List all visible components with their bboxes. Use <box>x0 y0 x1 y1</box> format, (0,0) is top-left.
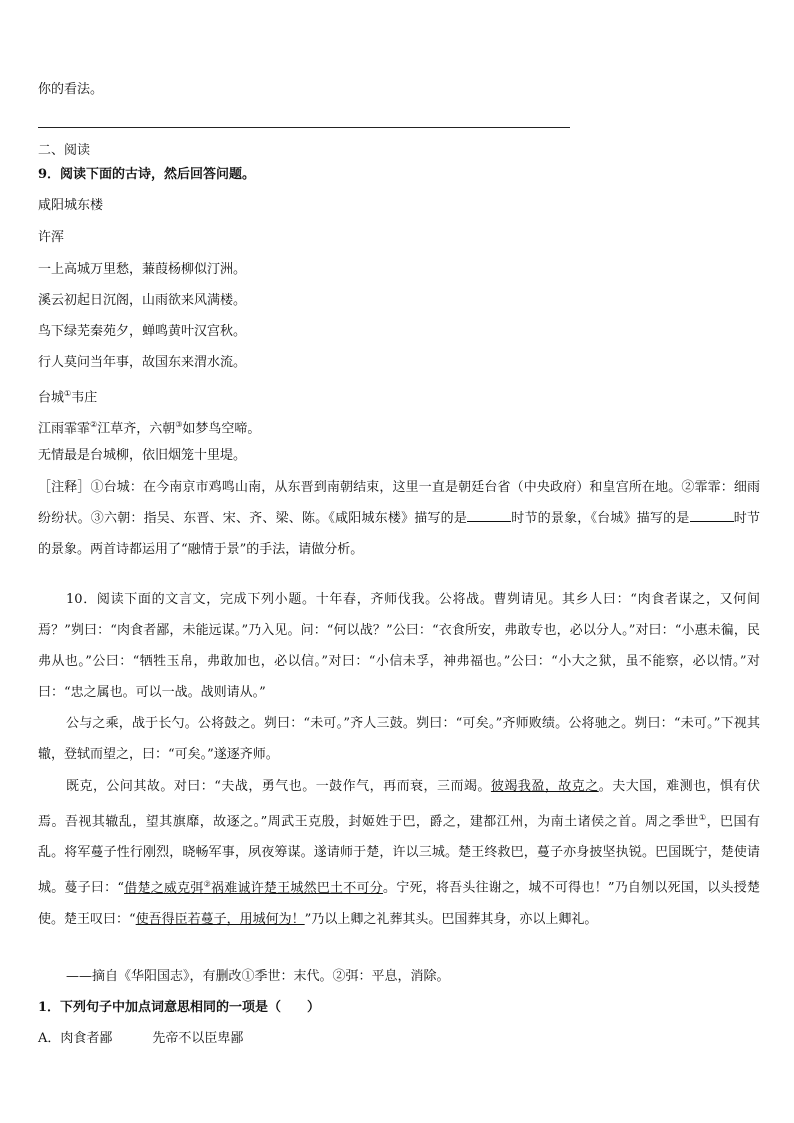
poem1-line: 一上高城万里愁，蒹葭杨柳似汀洲。 <box>38 262 247 277</box>
q10-sub1-stem: 1．下列句子中加点词意思相同的一项是（ ） <box>38 1000 321 1015</box>
underlined-text: 借楚之威克弭 <box>124 880 204 896</box>
section-title: 二、阅读 <box>38 143 91 158</box>
option-a[interactable] <box>38 1029 243 1049</box>
poem1-line: 鸟下绿芜秦苑夕，蝉鸣黄叶汉宫秋。 <box>38 324 247 339</box>
footnote-mark: ③ <box>175 420 183 429</box>
passage-text: ，巴国有乱。将军蔓子性行刚烈，晓畅军事，夙夜筹谋。遂请师于楚，许以三城。楚王终救巴，蔓子亦身披坚执锐。巴国既宁，楚使请城。蔓子曰：“ <box>38 814 760 896</box>
answer-blank[interactable] <box>467 509 511 522</box>
poem2-line: 无情最是台城柳，依旧烟笼十里堤。 <box>38 448 247 463</box>
poem2-text: 如梦鸟空啼。 <box>182 421 261 437</box>
poem2-title: 台城 <box>38 390 65 406</box>
poem2-text: 江雨霏霏 <box>38 421 91 437</box>
poem1-line: 溪云初起日沉阁，山雨欲来风满楼。 <box>38 293 247 308</box>
footnote-mark: ① <box>64 389 72 398</box>
q9-notes <box>38 472 760 565</box>
poem2-author: 韦庄 <box>71 390 98 406</box>
prev-question-tail: 你的看法。 <box>38 82 104 97</box>
poem2-line <box>38 415 260 439</box>
q10-passage-p2: 公与之乘，战于长勺。公将鼓之。刿曰：“未可。”齐人三鼓。刿曰：“可矣。”齐师败绩。公将驰之。刿曰：“未可。”下视其辙，登轼而望之，曰：“可矣。”遂逐齐师。 <box>38 716 760 762</box>
poem1-line: 行人莫问当年事，故国东来渭水流。 <box>38 355 247 370</box>
answer-blank[interactable] <box>690 509 734 522</box>
poem2-text: 江草齐，六朝 <box>97 421 176 437</box>
notes-text: ［注释］①台城：在今南京市鸡鸣山南，从东晋到南朝结束，这里一直是朝廷台省（中央政府）和皇宫所在地。②霏霏：细雨纷纷状。③六朝：指吴、东晋、宋、齐、梁、陈。《咸阳城东楼》描写的是 <box>38 480 760 526</box>
q10-passage-p1: 10．阅读下面的文言文，完成下列小题。十年春，齐师伐我。公将战。曹刿请见。其乡人曰：“肉食者谋之，又何间焉？”刿曰：“肉食者鄙，未能远谋。”乃入见。问：“何以战？”公曰：“衣食所安，弗敢专也，必以分人。”对曰：“小惠未徧，民弗从也。”公曰：“牺牲玉帛，弗敢加也，必以信。”对曰：“小信未孚，神弗福也。”公曰：“小大之狱，虽不能察，必以情。”对曰：“忠之属也。可以一战。战则请从。” <box>38 592 760 700</box>
footnote-mark: ① <box>698 813 707 822</box>
underlined-text: 祸难诚许楚王城然巴土不可分 <box>211 880 383 896</box>
notes-text: 时节的景象，《台城》描写的是 <box>511 511 690 526</box>
footnote-mark: ② <box>90 420 98 429</box>
passage-source: ——摘自《华阳国志》，有删改①季世：末代。②弭：平息，消除。 <box>66 969 450 984</box>
poem2-heading <box>38 384 97 408</box>
footnote-mark: ② <box>203 879 212 889</box>
notes-text: 时节的景象。两首诗都运用了“融情于景”的手法，请做分析。 <box>38 511 760 557</box>
poem1-title: 咸阳城东楼 <box>38 198 104 213</box>
underlined-sentence: 彼竭我盈，故克之 <box>490 779 599 794</box>
passage-text: 。夫大国，难测也，惧有伏焉。吾视其辙乱，望其旗靡，故逐之。”周武王克殷，封姬姓于巴，爵之，建都江州，为南土诸侯之首。周之季世 <box>38 779 760 830</box>
passage-text: 既克，公问其故。对曰：“夫战，勇气也。一鼓作气，再而衰，三而竭。 <box>66 779 491 794</box>
answer-line <box>38 127 570 128</box>
passage-text: ”乃以上卿之礼葬其头。巴国葬其身，亦以上卿礼。 <box>304 911 598 927</box>
passage-text: 。宁死，将吾头往谢之，城不可得也！”乃自刎以死国，以头授楚使。楚王叹曰：“ <box>38 880 760 927</box>
underlined-sentence: 使吾得臣若蔓子，用城何为！ <box>135 911 305 927</box>
q10-passage-p3 <box>38 771 760 935</box>
option-a-right: 先帝不以臣卑鄙 <box>152 1031 244 1046</box>
q9-stem: 9．阅读下面的古诗，然后回答问题。 <box>38 167 256 182</box>
poem1-author: 许浑 <box>38 230 65 245</box>
underlined-sentence <box>124 881 383 896</box>
option-a-left: A．肉食者鄙 <box>38 1031 113 1046</box>
